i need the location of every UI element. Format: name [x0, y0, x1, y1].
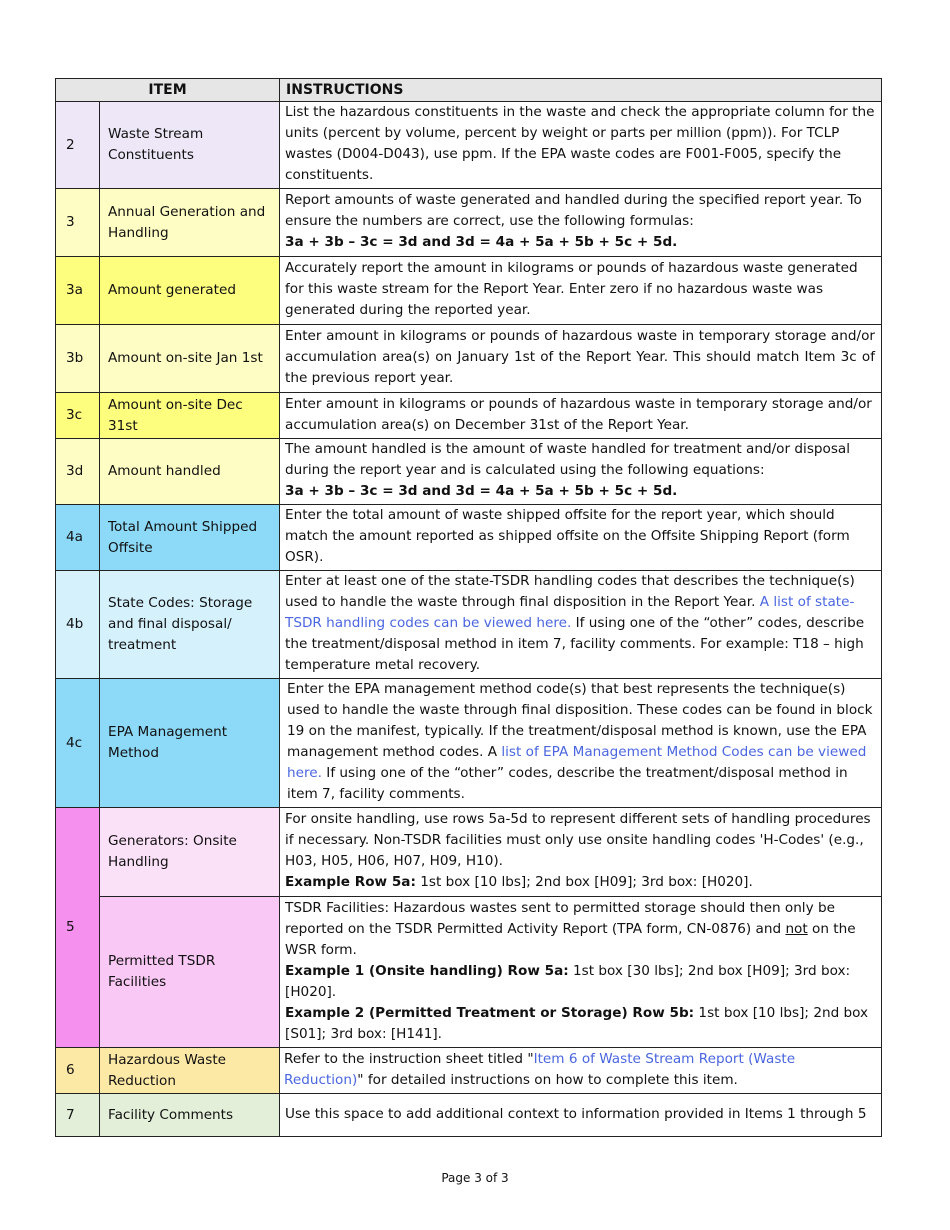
table-row	[56, 1048, 882, 1094]
item-label: Permitted TSDR Facilities	[100, 897, 280, 1048]
instruction-text: Refer to the instruction sheet titled "	[284, 1050, 534, 1067]
table-row	[56, 808, 882, 897]
item-label: Generators: Onsite Handling	[100, 808, 280, 897]
header-item: ITEM	[56, 79, 280, 102]
item-label: Annual Generation and Handling	[100, 189, 280, 257]
item-label: Amount on-site Jan 1st	[100, 325, 280, 393]
item-number: 5	[56, 808, 100, 1048]
example-label: Example 2 (Permitted Treatment or Storage) Row 5b:	[285, 1004, 695, 1021]
item6-link[interactable]: Item 6 of Waste Stream Report (Waste Reduction)	[284, 1050, 796, 1088]
item-instructions: List the hazardous constituents in the waste and check the appropriate column for the units (percent by volume, percent by weight or parts per million (ppm)). For TCLP wastes (D004-D043), use ppm. If the EPA waste codes are F001-F005, specify the constituents.	[280, 102, 882, 189]
item-number: 3a	[56, 257, 100, 325]
item-number: 3b	[56, 325, 100, 393]
item-instructions	[280, 808, 882, 897]
item-instructions	[280, 189, 882, 257]
item-label: State Codes: Storage and final disposal/ treatment	[100, 571, 280, 679]
example-text: 1st box [10 lbs]; 2nd box [S01]; 3rd box: [H141].	[285, 1004, 869, 1042]
header-row	[56, 79, 882, 102]
item-label: Waste Stream Constituents	[100, 102, 280, 189]
formula: 3a + 3b – 3c = 3d and 3d = 4a + 5a + 5b + 5c + 5d.	[285, 234, 678, 250]
instruction-text: For onsite handling, use rows 5a-5d to represent different sets of handling procedures if necessary. Non-TSDR facilities must only use onsite handling codes 'H-Codes' (e.g., H03, H05, H06, H07, H09, H10).	[285, 811, 871, 869]
item-label: Facility Comments	[100, 1094, 280, 1137]
table-row	[56, 189, 882, 257]
instruction-text: The amount handled is the amount of waste handled for treatment and/or disposal during the report year and is calculated using the following equations:	[285, 441, 851, 478]
instruction-text: If using one of the “other” codes, describe the treatment/disposal method in item 7, facility comments.	[287, 765, 848, 802]
table-row	[56, 679, 882, 808]
instruction-text: on the WSR form.	[285, 920, 856, 958]
instruction-text: " for detailed instructions on how to complete this item.	[357, 1071, 738, 1088]
item-instructions	[280, 897, 882, 1048]
table-row	[56, 1094, 882, 1137]
item-number: 6	[56, 1048, 100, 1094]
instruction-text: Enter the EPA management method code(s) that best represents the technique(s) used to handle the waste through final disposition. These codes can be found in block 19 on the manifest, typically. If the treatment/disposal method is known, use the EPA management method codes. A	[287, 681, 873, 760]
table-row	[56, 325, 882, 393]
item-number: 2	[56, 102, 100, 189]
item-number: 7	[56, 1094, 100, 1137]
table-row	[56, 571, 882, 679]
table-row	[56, 897, 882, 1048]
table-row	[56, 439, 882, 505]
table-row	[56, 393, 882, 439]
instruction-text: Report amounts of waste generated and handled during the specified report year. To ensure the numbers are correct, use the following formulas:	[285, 192, 862, 229]
example-label: Example Row 5a:	[285, 874, 416, 890]
epa-codes-link[interactable]: list of EPA Management Method Codes can be viewed here.	[287, 744, 867, 781]
item-number: 4b	[56, 571, 100, 679]
item-instructions	[280, 439, 882, 505]
state-codes-link[interactable]: A list of state-TSDR handling codes can be viewed here.	[285, 594, 855, 631]
item-number: 3c	[56, 393, 100, 439]
item-instructions	[280, 679, 882, 808]
instruction-text: If using one of the “other” codes, describe the treatment/disposal method in item 7, facility comments. For example: T18 – high temperature metal recovery.	[285, 615, 865, 673]
example-text: 1st box [10 lbs]; 2nd box [H09]; 3rd box: [H020].	[415, 874, 753, 890]
item-instructions	[280, 1048, 882, 1094]
formula: 3a + 3b – 3c = 3d and 3d = 4a + 5a + 5b + 5c + 5d.	[285, 483, 678, 499]
item-label: EPA Management Method	[100, 679, 280, 808]
instruction-text: Enter at least one of the state-TSDR handling codes that describes the technique(s) used to handle the waste through final disposition in the Report Year.	[285, 573, 855, 610]
item-instructions: Enter amount in kilograms or pounds of hazardous waste in temporary storage and/or accumulation area(s) on January 1st of the Report Year. This should match Item 3c of the previous report year.	[280, 325, 882, 393]
table-row	[56, 257, 882, 325]
item-number: 4a	[56, 505, 100, 571]
item-label: Amount generated	[100, 257, 280, 325]
item-label: Amount handled	[100, 439, 280, 505]
item-instructions	[280, 571, 882, 679]
item-instructions: Enter amount in kilograms or pounds of hazardous waste in temporary storage and/or accumulation area(s) on December 31st of the Report Year.	[280, 393, 882, 439]
underlined-not: not	[785, 920, 808, 937]
table-row	[56, 505, 882, 571]
item-number: 3d	[56, 439, 100, 505]
item-label: Amount on-site Dec 31st	[100, 393, 280, 439]
item-instructions: Accurately report the amount in kilograms or pounds of hazardous waste generated for this waste stream for the Report Year. Enter zero if no hazardous waste was generated during the reported year.	[280, 257, 882, 325]
example-text: 1st box [30 lbs]; 2nd box [H09]; 3rd box: [H020].	[285, 962, 851, 1000]
table-row	[56, 102, 882, 189]
header-instructions: INSTRUCTIONS	[280, 79, 882, 102]
item-label: Hazardous Waste Reduction	[100, 1048, 280, 1094]
item-instructions: Enter the total amount of waste shipped offsite for the report year, which should match the amount reported as shipped offsite on the Offsite Shipping Report (form OSR).	[280, 505, 882, 571]
item-number: 4c	[56, 679, 100, 808]
page-number: Page 3 of 3	[441, 1171, 509, 1185]
item-instructions: Use this space to add additional context to information provided in Items 1 through 5	[280, 1094, 882, 1137]
item-label: Total Amount Shipped Offsite	[100, 505, 280, 571]
instruction-text: TSDR Facilities: Hazardous wastes sent to permitted storage should then only be reported on the TSDR Permitted Activity Report (TPA form, CN-0876) and	[285, 899, 835, 937]
instructions-table	[55, 78, 882, 1137]
item-number: 3	[56, 189, 100, 257]
example-label: Example 1 (Onsite handling) Row 5a:	[285, 962, 569, 979]
